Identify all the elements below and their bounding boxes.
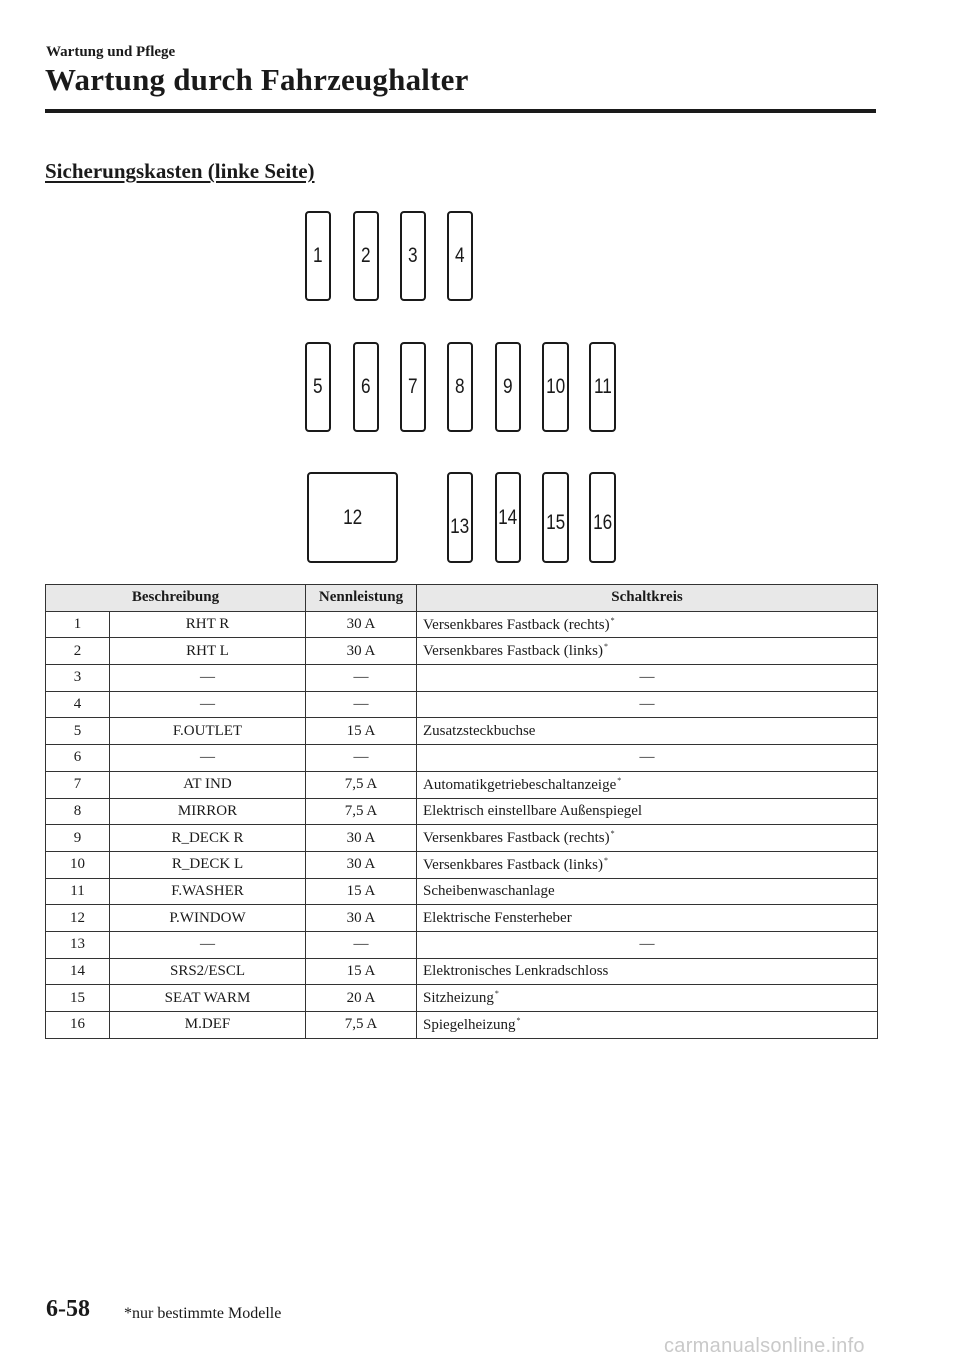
cell-circuit-text: Sitzheizung xyxy=(423,990,494,1007)
cell-description xyxy=(110,958,306,985)
table-row xyxy=(46,878,878,905)
cell-number-text: 9 xyxy=(73,829,82,846)
cell-rating-text: 30 A xyxy=(346,616,376,633)
cell-number xyxy=(46,771,110,798)
cell-rating-text: 7,5 A xyxy=(344,776,378,793)
cell-rating-text: 30 A xyxy=(346,829,376,846)
cell-description-text: R_DECK R xyxy=(171,829,244,846)
table-row xyxy=(46,718,878,745)
cell-circuit xyxy=(417,718,878,745)
cell-description xyxy=(110,905,306,932)
cell-number-text: 10 xyxy=(70,856,85,873)
page-title: Wartung durch Fahrzeughalter xyxy=(45,62,469,97)
cell-number-text: 16 xyxy=(70,1016,85,1033)
footnote-marker: * xyxy=(617,775,622,785)
fuse-table xyxy=(45,584,878,1039)
table-row xyxy=(46,771,878,798)
table-row xyxy=(46,985,878,1012)
cell-rating xyxy=(306,745,417,772)
cell-number-text: 2 xyxy=(73,642,82,659)
cell-rating-text: 30 A xyxy=(346,856,376,873)
cell-number xyxy=(46,638,110,665)
cell-rating-text: — xyxy=(353,696,369,713)
cell-circuit-text: Versenkbares Fastback (links) xyxy=(423,856,603,873)
cell-number-text: 7 xyxy=(73,776,82,793)
cell-description xyxy=(110,985,306,1012)
footnote-marker: * xyxy=(610,829,615,839)
fuse-7 xyxy=(400,342,426,432)
cell-description-text: — xyxy=(200,696,215,713)
cell-description xyxy=(110,665,306,692)
cell-circuit-text: Elektrische Fensterheber xyxy=(423,909,572,926)
cell-description-text: SRS2/ESCL xyxy=(169,962,246,979)
cell-number xyxy=(46,958,110,985)
table-row xyxy=(46,798,878,825)
fuse-label: 8 xyxy=(455,375,465,398)
table-row xyxy=(46,905,878,932)
cell-circuit xyxy=(417,691,878,718)
table-row xyxy=(46,1012,878,1039)
cell-circuit-text: Scheibenwaschanlage xyxy=(423,882,555,899)
cell-number-text: 1 xyxy=(73,616,82,633)
table-row xyxy=(46,638,878,665)
cell-rating xyxy=(306,851,417,878)
cell-rating xyxy=(306,825,417,852)
cell-description-text: RHT R xyxy=(185,616,230,633)
cell-circuit-text: Automatikgetriebeschaltanzeige xyxy=(423,776,617,793)
fuse-label: 11 xyxy=(593,375,612,398)
cell-circuit xyxy=(417,825,878,852)
cell-circuit-text: — xyxy=(639,936,655,953)
cell-description xyxy=(110,931,306,958)
cell-rating xyxy=(306,1012,417,1039)
cell-description-text: M.DEF xyxy=(184,1016,231,1033)
cell-circuit xyxy=(417,905,878,932)
cell-circuit-text: — xyxy=(639,696,655,713)
fuse-label: 15 xyxy=(545,510,566,534)
cell-circuit xyxy=(417,638,878,665)
cell-number xyxy=(46,611,110,638)
cell-number-text: 3 xyxy=(73,669,82,686)
cell-number-text: 5 xyxy=(73,722,82,739)
cell-description xyxy=(110,851,306,878)
fuse-14 xyxy=(495,472,521,563)
fuse-8 xyxy=(447,342,473,432)
title-divider xyxy=(45,109,876,113)
fuse-2 xyxy=(353,211,379,301)
cell-description xyxy=(110,771,306,798)
cell-rating-text: 20 A xyxy=(346,989,376,1006)
cell-rating-text: — xyxy=(353,936,369,953)
cell-description-text: AT IND xyxy=(183,776,232,793)
cell-description xyxy=(110,611,306,638)
header-circuit: Schaltkreis xyxy=(417,585,878,612)
cell-rating-text: 7,5 A xyxy=(344,1016,378,1033)
cell-description xyxy=(110,638,306,665)
fuse-label: 12 xyxy=(342,505,363,529)
cell-circuit-text: Versenkbares Fastback (links) xyxy=(423,643,603,660)
fuse-9 xyxy=(495,342,521,432)
cell-rating-text: 15 A xyxy=(346,962,376,979)
fuse-label: 16 xyxy=(592,510,613,534)
cell-rating xyxy=(306,611,417,638)
cell-circuit-text: — xyxy=(639,669,655,686)
table-row xyxy=(46,825,878,852)
fuse-3 xyxy=(400,211,426,301)
cell-number-text: 6 xyxy=(73,749,82,766)
cell-number xyxy=(46,905,110,932)
cell-circuit xyxy=(417,665,878,692)
cell-circuit-text: Versenkbares Fastback (rechts) xyxy=(423,830,610,847)
fuse-5 xyxy=(305,342,331,432)
fuse-label: 10 xyxy=(545,375,566,398)
cell-number xyxy=(46,878,110,905)
table-header-row xyxy=(46,585,878,612)
cell-number-text: 15 xyxy=(70,989,85,1006)
cell-circuit-text: — xyxy=(639,749,655,766)
cell-description-text: — xyxy=(200,749,215,766)
cell-description-text: — xyxy=(200,936,215,953)
fuse-13 xyxy=(447,472,473,563)
table-row xyxy=(46,745,878,772)
section-label: Wartung und Pflege xyxy=(46,44,176,60)
header-rating: Nennleistung xyxy=(306,585,417,612)
fuse-label: 9 xyxy=(503,375,513,398)
cell-description xyxy=(110,798,306,825)
cell-description-text: — xyxy=(200,669,215,686)
cell-circuit xyxy=(417,985,878,1012)
cell-rating-text: 30 A xyxy=(346,909,376,926)
cell-number-text: 8 xyxy=(73,802,82,819)
cell-rating xyxy=(306,771,417,798)
cell-rating-text: — xyxy=(353,749,369,766)
cell-description xyxy=(110,878,306,905)
fuse-4 xyxy=(447,211,473,301)
fuse-label: 2 xyxy=(361,244,371,267)
cell-circuit xyxy=(417,958,878,985)
fuse-label: 1 xyxy=(313,244,323,267)
cell-rating xyxy=(306,638,417,665)
cell-description xyxy=(110,1012,306,1039)
cell-number-text: 13 xyxy=(70,936,85,953)
table-row xyxy=(46,611,878,638)
cell-number-text: 12 xyxy=(70,909,85,926)
cell-rating xyxy=(306,665,417,692)
cell-circuit xyxy=(417,611,878,638)
cell-rating xyxy=(306,931,417,958)
cell-circuit xyxy=(417,851,878,878)
footnote-marker: * xyxy=(610,615,615,625)
cell-circuit xyxy=(417,798,878,825)
sub-heading: Sicherungskasten (linke Seite) xyxy=(45,159,315,183)
cell-description xyxy=(110,825,306,852)
footnote-marker: * xyxy=(603,642,608,652)
cell-description-text: F.OUTLET xyxy=(172,722,243,739)
cell-rating-text: — xyxy=(353,669,369,686)
cell-rating xyxy=(306,985,417,1012)
footnote: *nur bestimmte Modelle xyxy=(124,1305,282,1322)
cell-circuit xyxy=(417,1012,878,1039)
fuse-label: 4 xyxy=(455,244,465,267)
table-row xyxy=(46,665,878,692)
footnote-marker: * xyxy=(516,1015,521,1025)
cell-rating xyxy=(306,905,417,932)
cell-description xyxy=(110,718,306,745)
cell-circuit xyxy=(417,771,878,798)
footnote-marker: * xyxy=(603,855,608,865)
cell-rating xyxy=(306,718,417,745)
cell-circuit-text: Versenkbares Fastback (rechts) xyxy=(423,616,610,633)
cell-circuit-text: Elektrisch einstellbare Außenspiegel xyxy=(423,802,643,819)
cell-circuit xyxy=(417,878,878,905)
fuse-label: 7 xyxy=(408,375,418,398)
cell-rating xyxy=(306,798,417,825)
watermark: carmanualsonline.info xyxy=(664,1335,865,1357)
cell-number xyxy=(46,851,110,878)
fuse-15 xyxy=(542,472,569,563)
header-description: Beschreibung xyxy=(46,585,306,612)
cell-number xyxy=(46,798,110,825)
fuse-12 xyxy=(307,472,398,563)
cell-description xyxy=(110,745,306,772)
cell-number xyxy=(46,931,110,958)
cell-circuit xyxy=(417,745,878,772)
cell-rating-text: 15 A xyxy=(346,882,376,899)
cell-number-text: 4 xyxy=(73,696,82,713)
fuse-label: 6 xyxy=(361,375,371,398)
cell-rating xyxy=(306,691,417,718)
fuse-11 xyxy=(589,342,616,432)
cell-rating-text: 7,5 A xyxy=(344,802,378,819)
fuse-label: 13 xyxy=(450,514,470,538)
fuse-label: 3 xyxy=(408,244,418,267)
cell-circuit-text: Spiegelheizung xyxy=(423,1016,516,1033)
cell-number xyxy=(46,665,110,692)
cell-description-text: RHT L xyxy=(186,642,229,659)
cell-number xyxy=(46,825,110,852)
footnote-marker: * xyxy=(494,989,499,999)
table-row xyxy=(46,958,878,985)
fuse-label: 14 xyxy=(498,505,518,529)
cell-rating xyxy=(306,878,417,905)
cell-number-text: 14 xyxy=(70,962,85,979)
fuse-6 xyxy=(353,342,379,432)
cell-number xyxy=(46,985,110,1012)
cell-number xyxy=(46,718,110,745)
cell-description-text: P.WINDOW xyxy=(169,909,246,926)
table-row xyxy=(46,931,878,958)
table-row xyxy=(46,851,878,878)
cell-description-text: SEAT WARM xyxy=(164,989,251,1006)
cell-circuit xyxy=(417,931,878,958)
table-row xyxy=(46,691,878,718)
cell-rating-text: 15 A xyxy=(346,722,376,739)
cell-number-text: 11 xyxy=(70,882,85,899)
fuse-label: 5 xyxy=(313,375,323,398)
cell-rating-text: 30 A xyxy=(346,642,376,659)
cell-number xyxy=(46,691,110,718)
cell-circuit-text: Elektronisches Lenkradschloss xyxy=(423,962,609,979)
page-number: 6-58 xyxy=(46,1296,90,1322)
cell-description-text: MIRROR xyxy=(177,802,238,819)
cell-number xyxy=(46,745,110,772)
cell-description-text: R_DECK L xyxy=(171,856,244,873)
fuse-10 xyxy=(542,342,569,432)
cell-rating xyxy=(306,958,417,985)
fuse-16 xyxy=(589,472,616,563)
fuse-1 xyxy=(305,211,331,301)
cell-description xyxy=(110,691,306,718)
cell-number xyxy=(46,1012,110,1039)
cell-circuit-text: Zusatzsteckbuchse xyxy=(423,722,536,739)
cell-description-text: F.WASHER xyxy=(171,882,244,899)
